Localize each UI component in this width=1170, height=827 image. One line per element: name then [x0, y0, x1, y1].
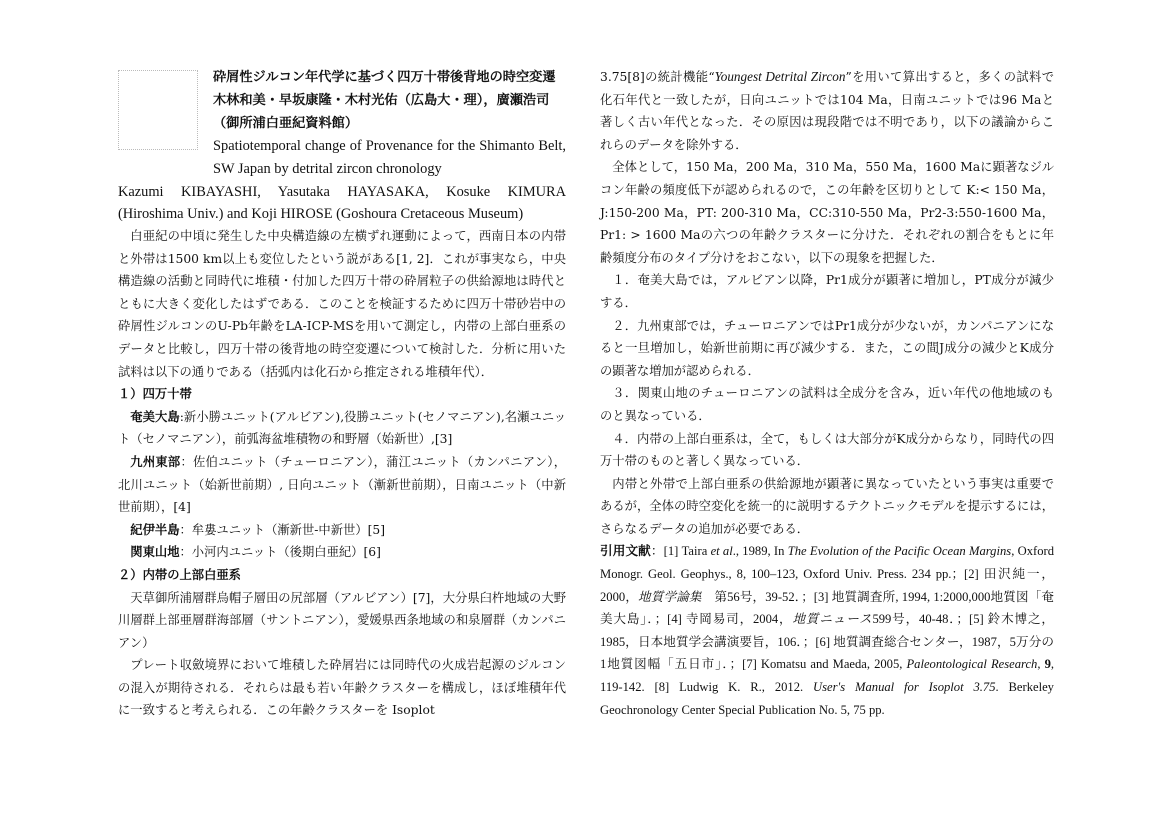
ref-italic: 地質ニュース [792, 612, 873, 627]
ref-text: 599号，40-48．；[5] 鈴木博之，1985，日本地質学会講演要旨，106．；[6] 地質調査総合センター，1987，5万分の1地質図幅「五日市」．；[7] Komatsu and Maeda, 2005, [600, 612, 1055, 672]
left-column [118, 66, 566, 722]
ref-italic: et al [710, 544, 733, 559]
finding-2: ２．九州東部では，チューロニアンではPr1成分が少ないが，カンパニアンになると一旦増加し，始新世前期に再び減少する．また，この間J成分の減少とK成分の顕著な増加が認められる． [600, 318, 1054, 378]
method-name: Youngest Detrital Zircon [714, 69, 846, 84]
sample-text: ：牟婁ユニット（漸新世-中新世）[5] [179, 522, 386, 537]
youngest-paragraph [600, 66, 1054, 156]
ref-text: . Berkeley Geochronology Center Special Publication No. 5, 75 pp. [600, 680, 1054, 717]
references [600, 540, 1054, 721]
references-label: 引用文献 [600, 543, 651, 559]
section-heading-shimanto: １）四万十帯 [118, 387, 192, 402]
inner-belt-paragraph: 天草御所浦層群烏帽子層田の尻部層（アルビアン）[7]，大分県臼杵地域の大野川層群上部亜層群海部層（サントニアン），愛媛県西条地域の和泉層群（カンパニアン） [118, 590, 566, 650]
ref-text: , Oxford Monogr. Geol. Geophys., 8, 100–123, Oxford Univ. Press. 234 pp.；[2] 田沢純一，2000， [600, 544, 1054, 604]
ref-text: ：[1] Taira [650, 544, 711, 559]
title-block [213, 66, 566, 181]
sample-label: 紀伊半島 [130, 522, 180, 537]
ref-text: , 119-142. [8] Ludwig K. R., 2012. [600, 657, 1055, 695]
authors-ja: 木林和美・早坂康隆・木村光佑（広島大・理），廣瀬浩司（御所浦白亜紀資料館） [213, 93, 550, 131]
ref-italic: The Evolution of the Pacific Ocean Margins [787, 544, 1012, 559]
sample-label: 奄美大島 [130, 409, 180, 424]
right-column [600, 66, 1054, 721]
sample-amami [118, 406, 566, 451]
conclusion-paragraph: 内帯と外帯で上部白亜系の供給源地が顕著に異なっていたという事実は重要であるが，全体の時空変化を統一的に説明するテクトニックモデルを提示するには，さらなるデータの追加が必要である． [600, 476, 1054, 536]
ref-text: ., 1989, In [732, 544, 788, 559]
sample-kii [118, 519, 566, 542]
ref-text: 第56号，39-52．；[3] 地質調査所, 1994, 1:2000,000地質図「奄美大島」．；[4] 寺岡易司，2004， [600, 589, 1055, 627]
clusters-paragraph: 全体として，150 Ma，200 Ma，310 Ma，550 Ma，1600 Maに顕著なジルコン年齢の頻度低下が認められるので，この年齢を区切りとして K:< 150 Ma，J:150-200 Ma，PT: 200-310 Ma，CC:310-550 Ma，Pr2-3:550-1600 Ma，Pr1: > 1600 Maの六つの年齢クラスターに分けた．それぞれの割合をもとに年齢頻度分布のタイプ分けをおこない，以下の現象を把握した． [600, 160, 1054, 265]
title-en: Spatiotemporal change of Provenance for the Shimanto Belt, SW Japan by detrital zircon chronology [213, 138, 566, 177]
ref-volume: 9 [1044, 657, 1051, 672]
ref-italic: Paleontological Research [906, 657, 1038, 672]
ref-text: , [1037, 657, 1045, 672]
sample-text: :新小勝ユニット(アルビアン),役勝ユニット(セノマニアン),名瀬ユニット（セノマニアン），前弧海盆堆積物の和野層（始新世）,[3] [118, 409, 566, 447]
text-span: ”を用いて算出すると，多くの試料で化石年代と一致したが，日向ユニットでは104 Ma，日南ユニットでは96 Maと著しく古い年代となった．その原因は現段階では不明であり，以下の議論からこれらのデータを除外する． [600, 70, 1054, 152]
finding-1: １．奄美大島では，アルビアン以降，Pr1成分が顕著に増加し，PT成分が減少する． [600, 273, 1054, 310]
intro-paragraph: 白亜紀の中頃に発生した中央構造線の左横ずれ運動によって，西南日本の内帯と外帯は1500 km以上も変位したという説がある[1, 2]．これが事実なら，中央構造線の活動と同時代に堆積・付加した四万十帯の砕屑粒子の供給源地は時代とともに大きく変化したはずである．このことを検証するために四万十帯砂岩中の砕屑性ジルコンのU-Pb年齢をLA-ICP-MSを用いて測定し，内帯の上部白亜系のデータと比較し，四万十帯の後背地の時空変遷について検討した．分析に用いた試料は以下の通りである（括弧内は化石から推定される堆積年代）． [118, 229, 566, 379]
sample-text: ：小河内ユニット（後期白亜紀）[6] [179, 545, 381, 560]
sample-kanto [118, 541, 566, 564]
ref-italic: User's Manual for Isoplot 3.75 [813, 680, 996, 695]
sample-kyushu [118, 451, 566, 519]
plate-paragraph: プレート収斂境界において堆積した砕屑岩には同時代の火成岩起源のジルコンの混入が期待される．それらは最も若い年齢クラスターを構成し，ほぼ堆積年代に一致すると考えられる．この年齢クラスターを Isoplot [118, 658, 566, 718]
finding-4: ４．内帯の上部白亜系は，全て，もしくは大部分がK成分からなり，同時代の四万十帯のものと著しく異なっている． [600, 431, 1054, 469]
text-span: 3.75[8]の統計機能“ [600, 70, 715, 84]
title-ja: 砕屑性ジルコン年代学に基づく四万十帯後背地の時空変遷 [213, 70, 556, 85]
ref-italic: 地質学論集 [638, 589, 702, 604]
sample-label: 関東山地 [130, 545, 180, 560]
finding-3: ３．関東山地のチューロニアンの試料は全成分を含み，近い年代の他地域のものと異なっている． [600, 386, 1054, 423]
authors-en-line1: Kazumi KIBAYASHI, Yasutaka HAYASAKA, Kosuke KIMURA [118, 184, 566, 200]
section-heading-inner-belt: ２）内帯の上部白亜系 [118, 567, 241, 582]
sample-text: ：佐伯ユニット（チューロニアン），蒲江ユニット（カンパニアン），北川ユニット（始新世前期）, 日向ユニット（漸新世前期），日南ユニット（中新世前期），[4] [118, 454, 566, 515]
sample-label: 九州東部 [130, 454, 181, 469]
authors-en-line2: (Hiroshima Univ.) and Koji HIROSE (Goshoura Cretaceous Museum) [118, 206, 524, 222]
